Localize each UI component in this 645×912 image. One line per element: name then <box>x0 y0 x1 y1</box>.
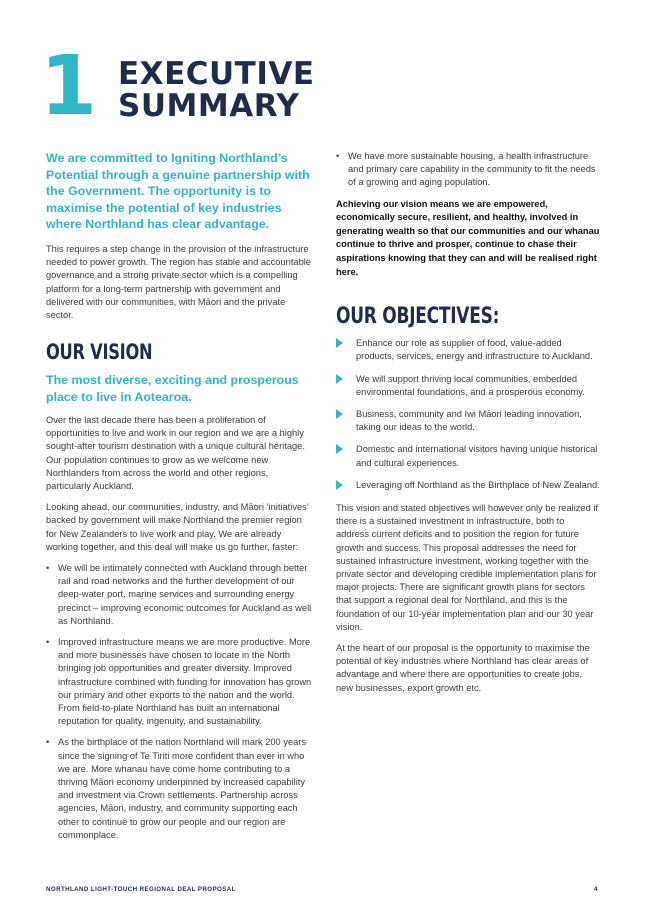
objective-item <box>336 373 600 399</box>
chapter-title-line-2: SUMMARY <box>118 88 300 124</box>
objective-text: Leveraging off Northland as the Birthplace of New Zealand. <box>356 479 600 490</box>
bullet-dot-icon: • <box>46 563 50 574</box>
triangle-bullet-icon <box>336 374 343 384</box>
objective-item <box>336 408 600 434</box>
vision-bullet-text: We have more sustainable housing, a health infrastructure and primary care capability in the community to fit the needs of a growing and aging population. <box>348 151 596 188</box>
vision-bullet-list-continued <box>336 150 600 190</box>
vision-paragraph-1: Over the last decade there has been a proliferation of opportunities to live and work in our region and we are a highly sought-after tourism destination with a unique cultural heritage. Our population continues to grow as we welcome new Northlanders from across the world and other regions, particularly Auckland. <box>46 415 305 492</box>
intro-paragraph: This requires a step change in the provision of the infrastructure needed to power growth. The region has stable and accountable governance and a strong private sector which is a compelling platform for a long-term partnership with government and delivered with our communities, with Māori and the private sector. <box>46 243 311 320</box>
left-column <box>46 150 314 850</box>
vision-subheading: The most diverse, exciting and prosperous place to live in Aotearoa. <box>46 373 299 404</box>
objectives-paragraph-1: This vision and stated objectives will however only be realized if there is a sustained investment in infrastructure, both to address current deficits and to position the region for future growth and success. This proposal addresses the need for sustained infrastructure investment, working together with the private sector and developing credible implementation plans for major projects. There are significant growth plans for sectors that support a regional deal for Northland, and this is the foundation of our 10-year implementation plan and our 30 year vision. <box>336 503 598 632</box>
vision-bullet <box>46 736 314 842</box>
objective-item <box>336 479 600 492</box>
objective-item <box>336 337 600 363</box>
vision-closing: Achieving our vision means we are empowered, economically secure, resilient, and healthy, involved in generating wealth so that our communities and our whanau continue to thrive and prosper, continue to chase their aspirations knowing that they can and will be realised right here. <box>336 198 600 277</box>
triangle-bullet-icon <box>336 409 343 419</box>
objectives-list <box>336 337 600 492</box>
vision-bullet <box>46 562 314 628</box>
vision-bullet <box>46 636 314 728</box>
objective-text: Domestic and international visitors having unique historical and cultural experiences. <box>356 444 598 468</box>
vision-bullet <box>336 150 600 190</box>
vision-heading: OUR VISION <box>46 340 153 365</box>
chapter-title-line-1: EXECUTIVE <box>118 56 315 92</box>
objectives-heading: OUR OBJECTIVES: <box>336 304 500 330</box>
objective-text: Business, community and Iwi Māori leading innovation, taking our ideas to the world. <box>356 408 582 433</box>
triangle-bullet-icon <box>336 480 343 490</box>
bullet-dot-icon: • <box>46 737 50 748</box>
triangle-bullet-icon <box>336 338 343 348</box>
vision-bullet-list <box>46 562 314 842</box>
objective-text: Enhance our role as supplier of food, value-added products, services, energy and infrastructure to Auckland. <box>356 338 593 362</box>
chapter-title <box>118 58 315 122</box>
right-column <box>336 150 600 703</box>
objectives-paragraph-2: At the heart of our proposal is the opportunity to maximise the potential of key industries where Northland has clear areas of advantage and where there are opportunities to create jobs, new businesses, export growth etc. <box>336 643 590 693</box>
footer-page-number: 4 <box>594 886 598 893</box>
vision-bullet-text: Improved infrastructure means we are more productive. More and more businesses have chosen to locate in the North bringing job opportunities and greater diversity. Improved infrastructure combined with funding for innovation has grown our primary and other exports to the nation and the world. From field-to-plate Northland has built an international reputation for quality, ingenuity, and sustainability. <box>58 637 312 727</box>
intro-lead: We are committed to Igniting Northland’s Potential through a genuine partnership with the Government. The opportunity is to maximise the potential of key industries where Northland has clear advantage. <box>46 151 310 232</box>
vision-paragraph-2: Looking ahead, our communities, industry, and Māori ‘initiatives’ backed by government will make Northland the premier region for New Zealanders to live work and play. We are already working together, and this deal will make us go further, faster: <box>46 502 309 552</box>
bullet-dot-icon: • <box>46 637 50 648</box>
objective-text: We will support thriving local communities, embedded environmental foundations, and a prosperous economy. <box>356 373 585 397</box>
objective-item <box>336 443 600 469</box>
chapter-number: 1 <box>40 39 98 134</box>
bullet-dot-icon: • <box>336 151 340 161</box>
vision-bullet-text: We will be intimately connected with Auckland through better rail and road networks and the further development of our deep-water port, marine services and surrounding energy precinct – improving economic outcomes for Auckland as well as Northland. <box>58 563 312 626</box>
footer-document-title: NORTHLAND LIGHT-TOUCH REGIONAL DEAL PROPOSAL <box>46 886 236 893</box>
vision-bullet-text: As the birthplace of the nation Northland will mark 200 years since the signing of Te Tiriti more confident than ever in who we are. More whanau have come home contributing to a thriving Māori economy underpinned by increased capability and investment via Crown settlements. Partnership across agencies, Māori, industry, and community supporting each other to continue to grow our people and our region are commonplace. <box>58 737 307 840</box>
triangle-bullet-icon <box>336 444 343 454</box>
